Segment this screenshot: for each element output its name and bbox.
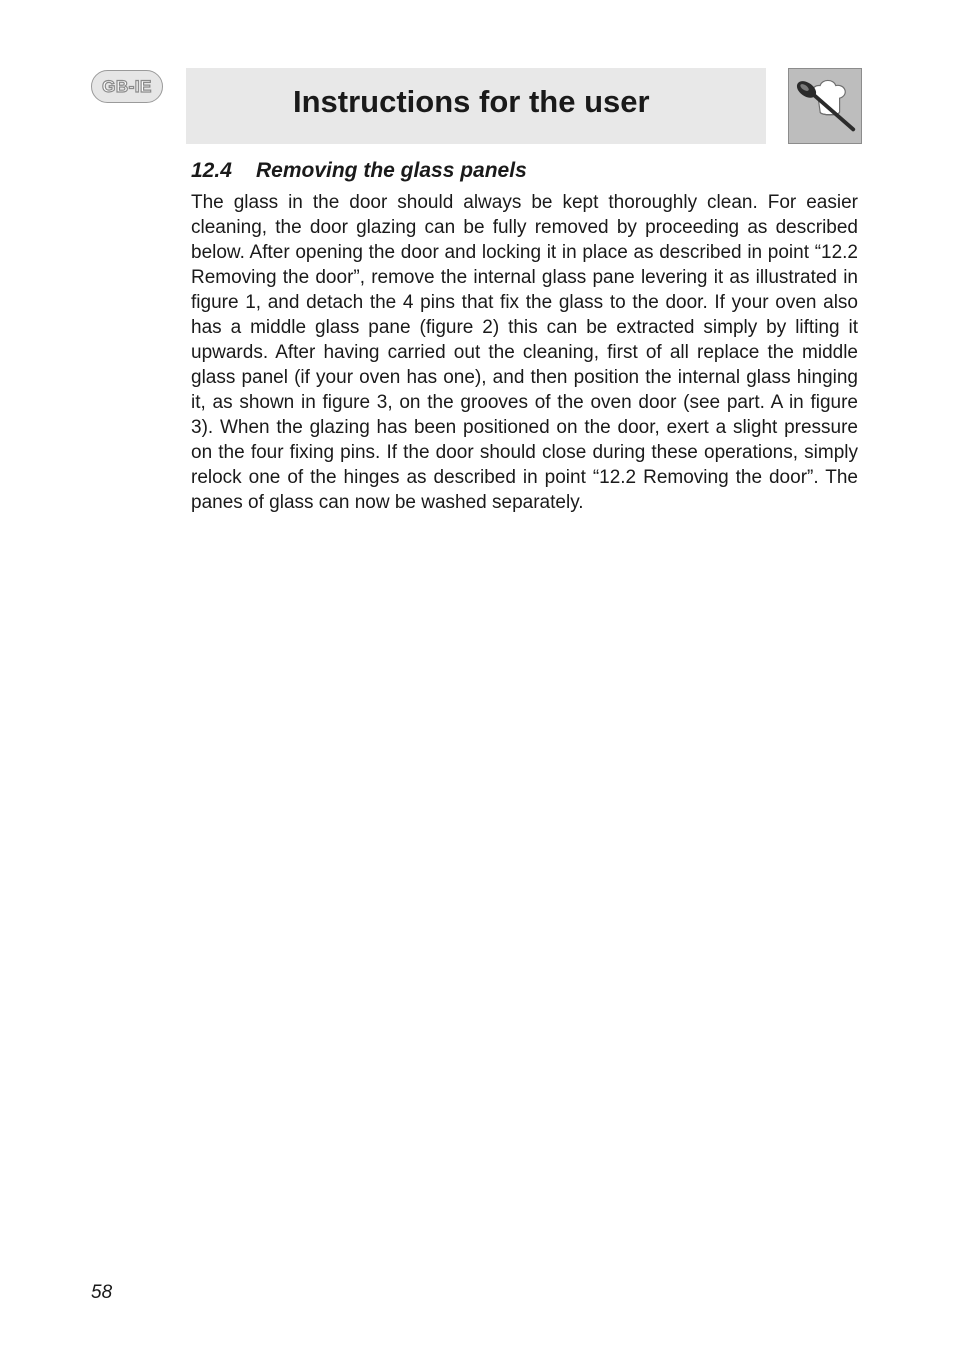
- header-band: [186, 68, 766, 144]
- section-number: 12.4: [191, 159, 232, 182]
- language-badge: [91, 70, 163, 103]
- section-body-paragraph: The glass in the door should always be kept thoroughly clean. For easier cleaning, the door glazing can be fully removed by proceeding as described below. After opening the door and locking it in place as described in point “12.2 Removing the door”, remove the internal glass pane levering it as illustrated in figure 1, and detach the 4 pins that fix the glass to the door. If your oven also has a middle glass pane (figure 2) this can be extracted simply by lifting it upwards. After having carried out the cleaning, first of all replace the middle glass panel (if your oven has one), and then position the internal glass hinging it, as shown in figure 3, on the grooves of the oven door (see part. A in figure 3). When the glazing has been positioned on the door, exert a slight pressure on the four fixing pins. If the door should close during these operations, simply relock one of the hinges as described in point “12.2 Removing the door”. The panes of glass can now be washed separately.: [191, 192, 858, 513]
- language-badge-label: GB-IE: [102, 76, 152, 96]
- page-title: Instructions for the user: [293, 84, 650, 119]
- spoon-and-chef-hat-icon: [788, 68, 862, 144]
- section-heading: [191, 157, 527, 185]
- page-number: 58: [91, 1282, 113, 1303]
- section-title: Removing the glass panels: [256, 159, 527, 182]
